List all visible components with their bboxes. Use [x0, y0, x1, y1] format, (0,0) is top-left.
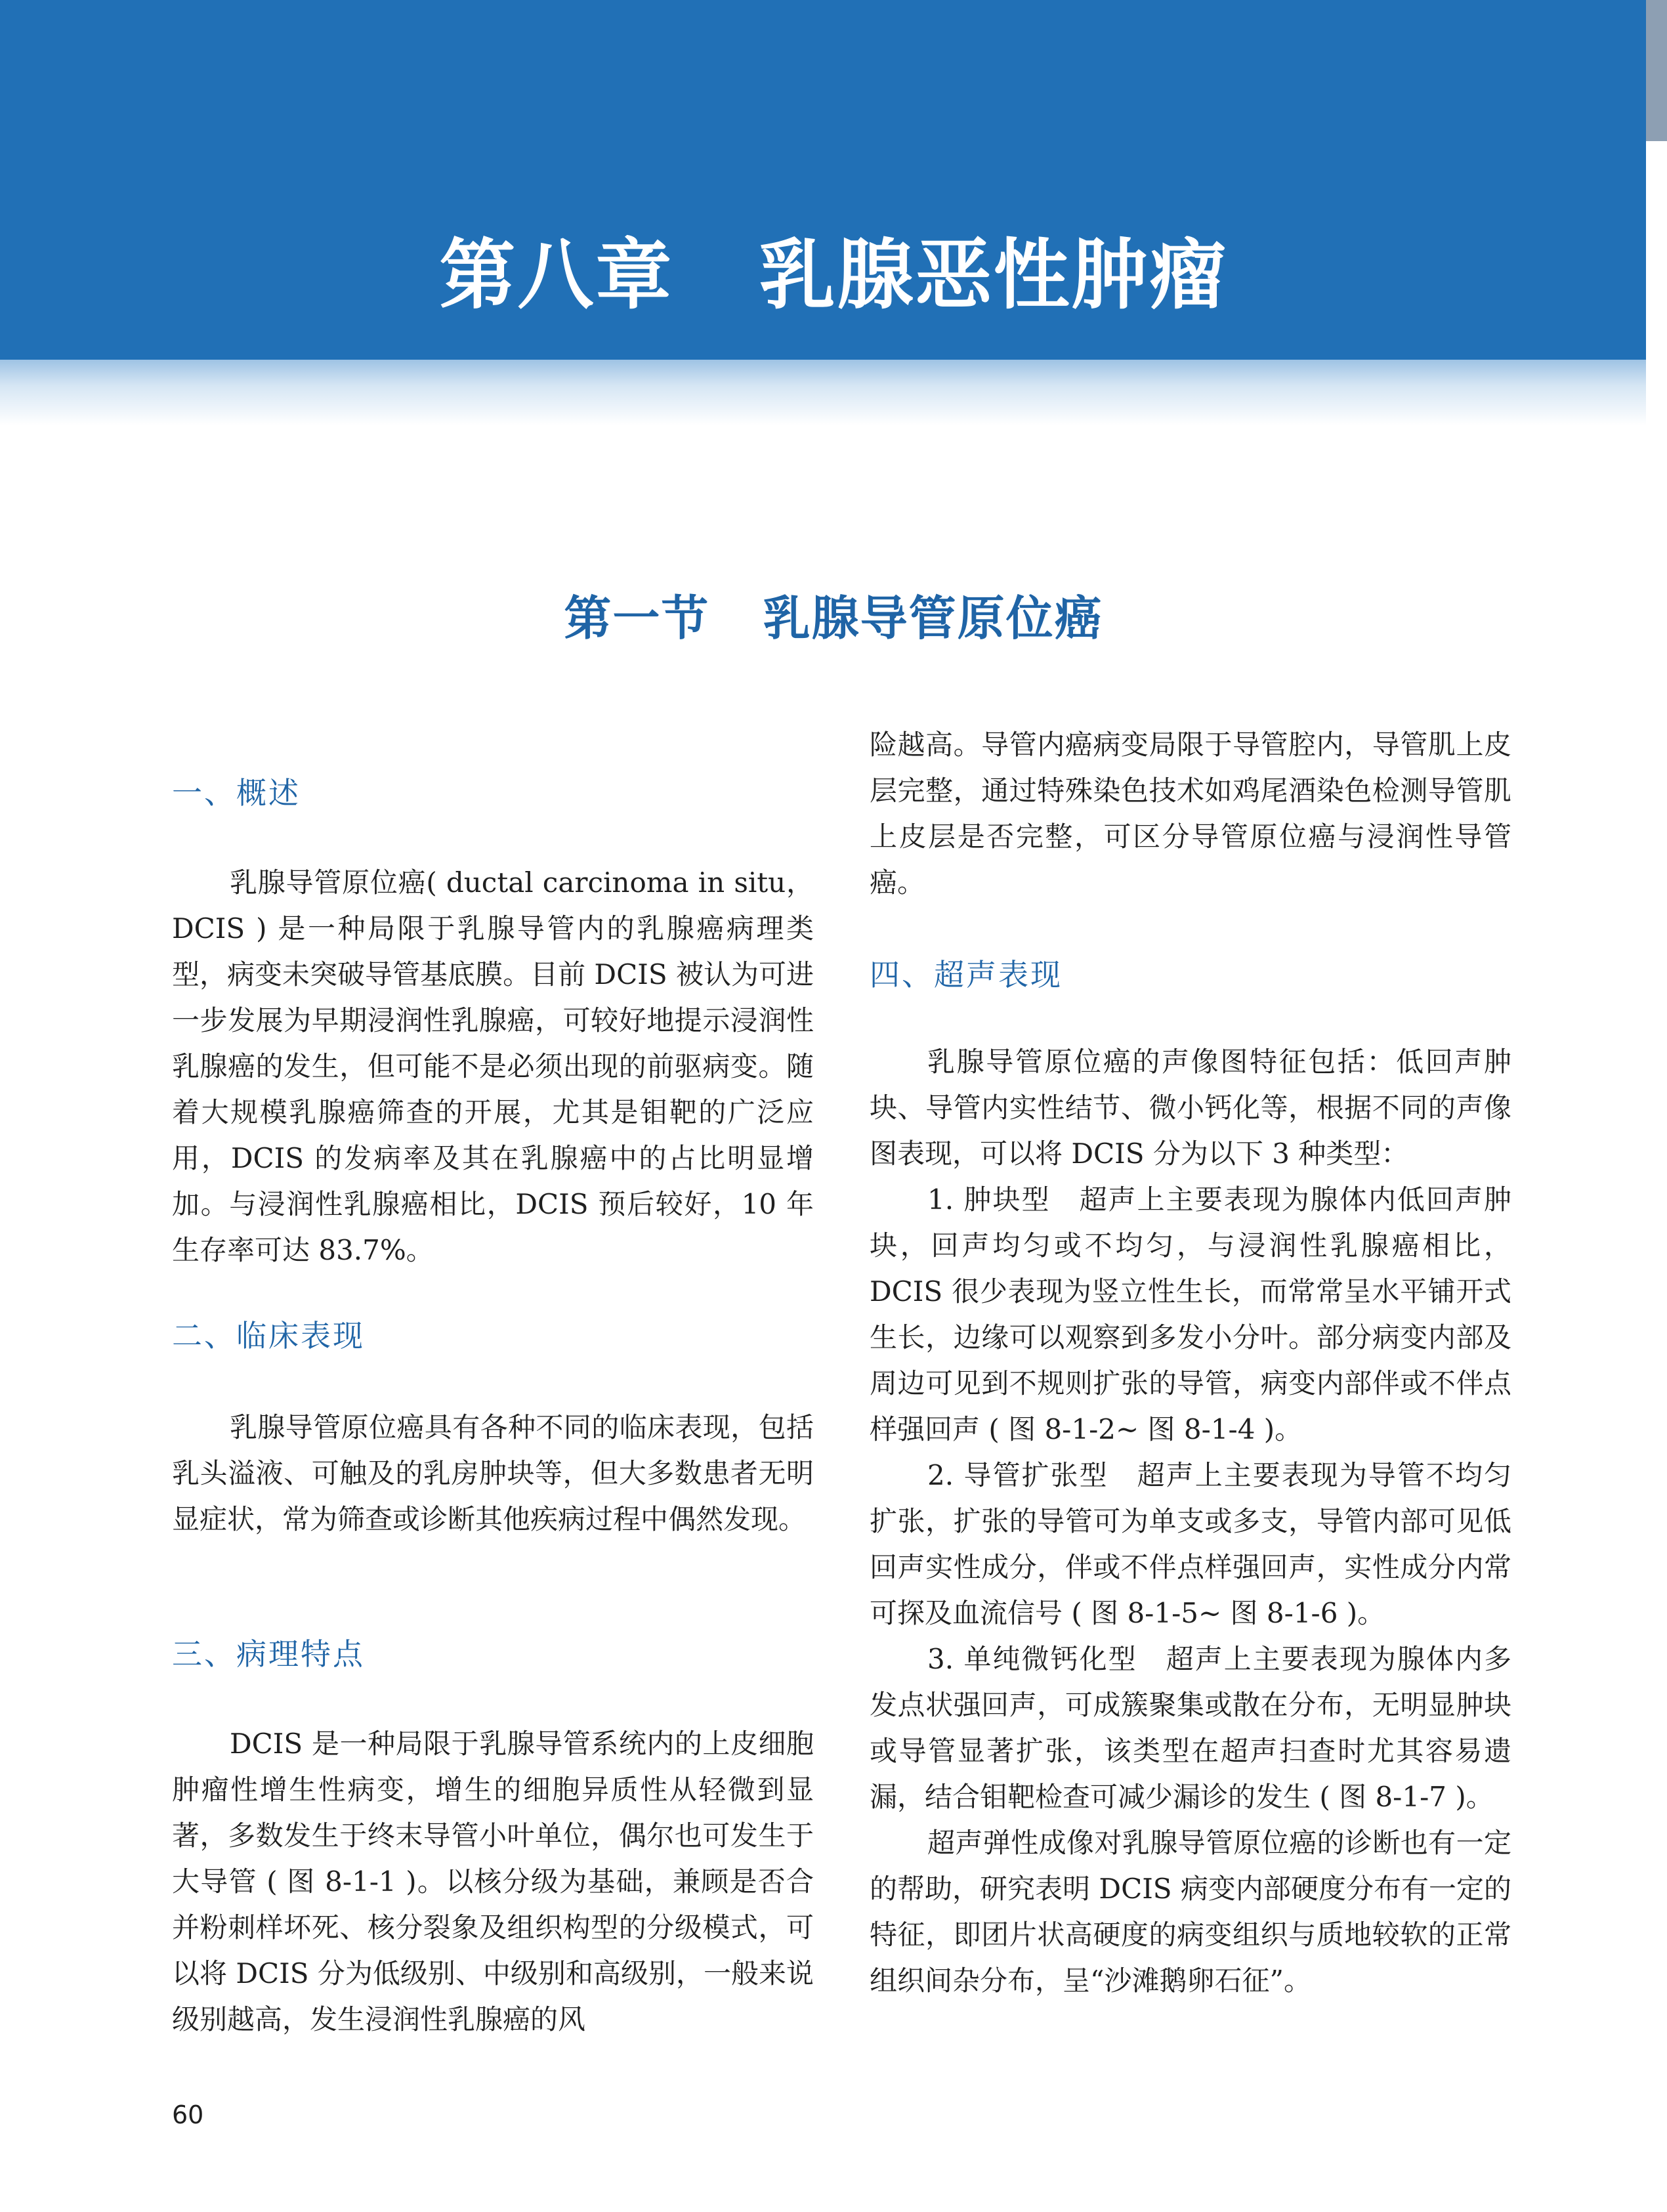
heading-clinical: 二、临床表现	[172, 1318, 365, 1353]
header-gradient-fade	[0, 360, 1646, 425]
paragraph-type-duct-dilation: 2. 导管扩张型 超声上主要表现为导管不均匀扩张，扩张的导管可为单支或多支，导管内部可见低回声实性成分，伴或不伴点样强回声，实性成分内常可探及血流信号 ( 图 8-1-5~ 图 8-1-6 )。	[870, 1459, 1511, 1629]
heading-overview: 一、概述	[172, 775, 301, 811]
paragraph-ultrasound-intro: 乳腺导管原位癌的声像图特征包括：低回声肿块、导管内实性结节、微小钙化等，根据不同的声像图表现，可以将 DCIS 分为以下 3 种类型：	[870, 1046, 1511, 1170]
section-title: 第一节 乳腺导管原位癌	[564, 590, 1103, 646]
heading-ultrasound: 四、超声表现	[870, 957, 1063, 992]
page-edge-tab	[1646, 0, 1667, 141]
paragraph-overview: 乳腺导管原位癌( ductal carcinoma in situ，DCIS ) 是一种局限于乳腺导管内的乳腺癌病理类型，病变未突破导管基底膜。目前 DCIS 被认为可进一步发展为早期浸润性乳腺癌，可较好地提示浸润性乳腺癌的发生，但可能不是必须出现的前驱病变。随着大规模乳腺癌筛查的开展，尤其是钼靶的广泛应用，DCIS 的发病率及其在乳腺癌中的占比明显增加。与浸润性乳腺癌相比，DCIS 预后较好，10 年生存率可达 83.7%。	[172, 866, 814, 1266]
page-number: 60	[172, 2100, 204, 2129]
paragraph-type-microcalcification: 3. 单纯微钙化型 超声上主要表现为腺体内多发点状强回声，可成簇聚集或散在分布，无明显肿块或导管显著扩张，该类型在超声扫查时尤其容易遗漏，结合钼靶检查可减少漏诊的发生 ( 图 8-1-7 )。	[870, 1643, 1511, 1813]
paragraph-pathology: DCIS 是一种局限于乳腺导管系统内的上皮细胞肿瘤性增生性病变，增生的细胞异质性从轻微到显著，多数发生于终末导管小叶单位，偶尔也可发生于大导管 ( 图 8-1-1 )。以核分级为基础，兼顾是否合并粉刺样坏死、核分裂象及组织构型的分级模式，可以将 DCIS 分为低级别、中级别和高级别，一般来说级别越高，发生浸润性乳腺癌的风	[172, 1728, 814, 2035]
chapter-title: 第八章 乳腺恶性肿瘤	[439, 231, 1228, 320]
paragraph-clinical: 乳腺导管原位癌具有各种不同的临床表现，包括乳头溢液、可触及的乳房肿块等，但大多数患者无明显症状，常为筛查或诊断其他疾病过程中偶然发现。	[172, 1411, 814, 1535]
heading-pathology: 三、病理特点	[172, 1636, 365, 1672]
paragraph-elastography: 超声弹性成像对乳腺导管原位癌的诊断也有一定的帮助，研究表明 DCIS 病变内部硬度分布有一定的特征，即团片状高硬度的病变组织与质地较软的正常组织间杂分布，呈“沙滩鹅卵石征”。	[870, 1827, 1511, 1997]
paragraph-type-mass: 1. 肿块型 超声上主要表现为腺体内低回声肿块，回声均匀或不均匀，与浸润性乳腺癌相比，DCIS 很少表现为竖立性生长，而常常呈水平铺开式生长，边缘可以观察到多发小分叶。部分病变内部及周边可见到不规则扩张的导管，病变内部伴或不伴点样强回声 ( 图 8-1-2~ 图 8-1-4 )。	[870, 1183, 1511, 1445]
paragraph-pathology-continued: 险越高。导管内癌病变局限于导管腔内，导管肌上皮层完整，通过特殊染色技术如鸡尾酒染色检测导管肌上皮层是否完整，可区分导管原位癌与浸润性导管癌。	[870, 729, 1511, 899]
